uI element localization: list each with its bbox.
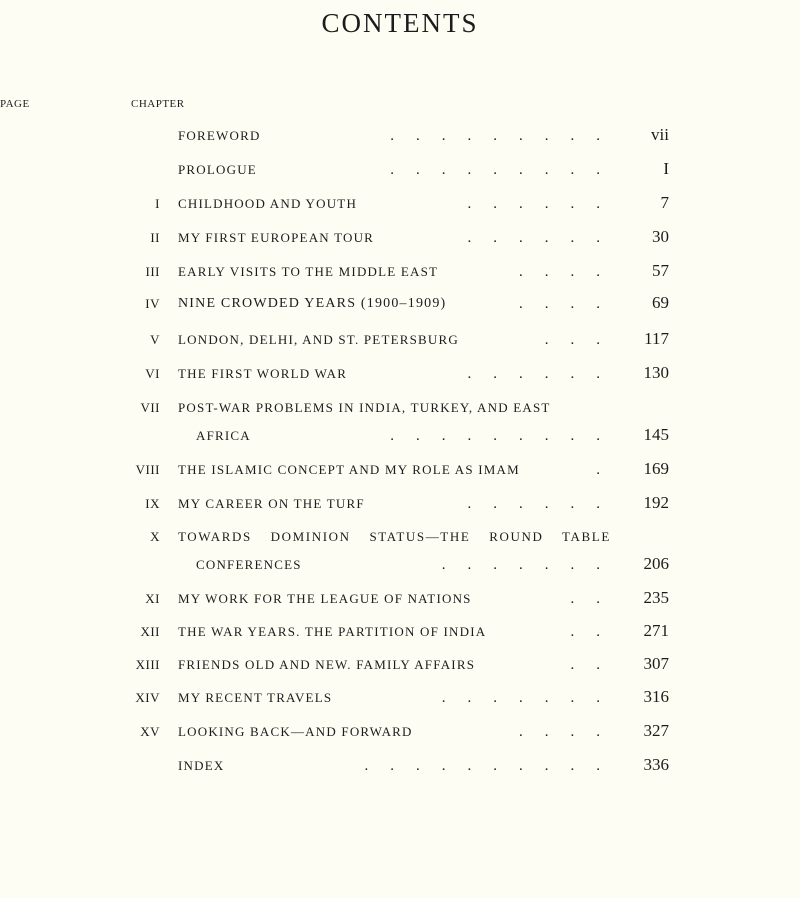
toc-entry-foreword xyxy=(0,125,800,158)
chapter-title: LOOKING BACK—AND FORWARD xyxy=(178,724,413,739)
toc-entry-chapter-xv xyxy=(0,721,800,754)
page-column-header: PAGE xyxy=(0,98,30,110)
chapter-number: V xyxy=(150,332,160,347)
dot-leader: .......... xyxy=(364,758,622,774)
page-number: 336 xyxy=(643,755,669,774)
chapter-number: IX xyxy=(145,496,160,511)
page-number: 145 xyxy=(643,425,669,444)
chapter-number: I xyxy=(155,196,160,211)
chapter-title: MY WORK FOR THE LEAGUE OF NATIONS xyxy=(178,591,472,606)
chapter-title: CHILDHOOD AND YOUTH xyxy=(178,196,358,211)
page-number: vii xyxy=(651,125,669,144)
dot-leader: .. xyxy=(570,591,622,607)
chapter-number: X xyxy=(150,529,160,544)
dot-leader: ....... xyxy=(441,557,622,573)
dot-leader: ... xyxy=(544,332,622,348)
chapter-number: XIV xyxy=(135,690,160,705)
chapter-column-header: CHAPTER xyxy=(131,98,185,110)
chapter-number: XV xyxy=(140,724,160,739)
page-number: 69 xyxy=(652,293,669,312)
toc-entry-index xyxy=(0,755,800,788)
page-number: 307 xyxy=(643,654,669,673)
chapter-title: FRIENDS OLD AND NEW. FAMILY AFFAIRS xyxy=(178,657,476,672)
chapter-number: XII xyxy=(140,624,160,639)
dot-leader: .... xyxy=(519,296,622,312)
dot-leader: ......... xyxy=(390,128,622,144)
toc-entry-chapter-vi xyxy=(0,363,800,396)
dot-leader: .... xyxy=(519,724,622,740)
chapter-title: TOWARDS DOMINION STATUS—THE ROUND TABLE xyxy=(178,529,611,544)
toc-entry-chapter-iii xyxy=(0,261,800,294)
page-number: 327 xyxy=(643,721,669,740)
toc-entry-chapter-x xyxy=(0,529,800,589)
page-number: I xyxy=(663,159,669,178)
chapter-number: VIII xyxy=(135,462,160,477)
page-number: 271 xyxy=(643,621,669,640)
page-title: CONTENTS xyxy=(321,8,479,38)
toc-entry-chapter-xii xyxy=(0,621,800,654)
dot-leader: ......... xyxy=(390,428,622,444)
toc-entry-chapter-xi xyxy=(0,588,800,621)
chapter-number: IV xyxy=(145,296,160,311)
chapter-title: MY RECENT TRAVELS xyxy=(178,690,333,705)
chapter-title: INDEX xyxy=(178,758,225,773)
dot-leader: ...... xyxy=(467,230,622,246)
toc-entry-prologue xyxy=(0,159,800,192)
toc-entry-chapter-vii xyxy=(0,400,800,460)
chapter-title-continuation: AFRICA xyxy=(196,428,251,443)
chapter-title: PROLOGUE xyxy=(178,162,257,177)
chapter-title-continuation: CONFERENCES xyxy=(196,557,302,572)
chapter-title: MY CAREER ON THE TURF xyxy=(178,496,365,511)
page-number: 117 xyxy=(644,329,669,348)
chapter-title: THE FIRST WORLD WAR xyxy=(178,366,348,381)
page-number: 316 xyxy=(643,687,669,706)
page-number: 192 xyxy=(643,493,669,512)
toc-entry-chapter-ix xyxy=(0,493,800,526)
toc-entry-chapter-i xyxy=(0,193,800,226)
dot-leader: ...... xyxy=(467,196,622,212)
dot-leader: .... xyxy=(519,264,622,280)
chapter-number: VI xyxy=(145,366,160,381)
page-number: 235 xyxy=(643,588,669,607)
chapter-title: MY FIRST EUROPEAN TOUR xyxy=(178,230,375,245)
chapter-title: POST-WAR PROBLEMS IN INDIA, TURKEY, AND EAST xyxy=(178,400,551,415)
chapter-title: NINE CROWDED YEARS (1900–1909) xyxy=(178,296,447,311)
dot-leader: ......... xyxy=(390,162,622,178)
chapter-number: III xyxy=(145,264,160,279)
page-number: 206 xyxy=(643,554,669,573)
toc-entry-chapter-xiv xyxy=(0,687,800,720)
page-number: 57 xyxy=(652,261,669,280)
dot-leader: .. xyxy=(570,624,622,640)
dot-leader: . xyxy=(596,462,622,478)
page-number: 130 xyxy=(643,363,669,382)
toc-entry-chapter-ii xyxy=(0,227,800,260)
dot-leader: ...... xyxy=(467,496,622,512)
toc-entry-chapter-viii xyxy=(0,459,800,492)
chapter-title: LONDON, DELHI, AND ST. PETERSBURG xyxy=(178,332,459,347)
chapter-number: XI xyxy=(145,591,160,606)
chapter-title: THE WAR YEARS. THE PARTITION OF INDIA xyxy=(178,624,487,639)
toc-entry-chapter-iv xyxy=(0,293,800,326)
page-number: 30 xyxy=(652,227,669,246)
chapter-number: VII xyxy=(140,400,160,415)
toc-entry-chapter-v xyxy=(0,329,800,362)
dot-leader: ...... xyxy=(467,366,622,382)
page-number: 169 xyxy=(643,459,669,478)
chapter-title: THE ISLAMIC CONCEPT AND MY ROLE AS IMAM xyxy=(178,462,520,477)
page-number: 7 xyxy=(660,193,669,212)
toc-entry-chapter-xiii xyxy=(0,654,800,687)
chapter-number: XIII xyxy=(135,657,160,672)
dot-leader: .. xyxy=(570,657,622,673)
chapter-title: FOREWORD xyxy=(178,128,261,143)
chapter-number: II xyxy=(150,230,160,245)
dot-leader: ....... xyxy=(441,690,622,706)
chapter-title: EARLY VISITS TO THE MIDDLE EAST xyxy=(178,264,439,279)
